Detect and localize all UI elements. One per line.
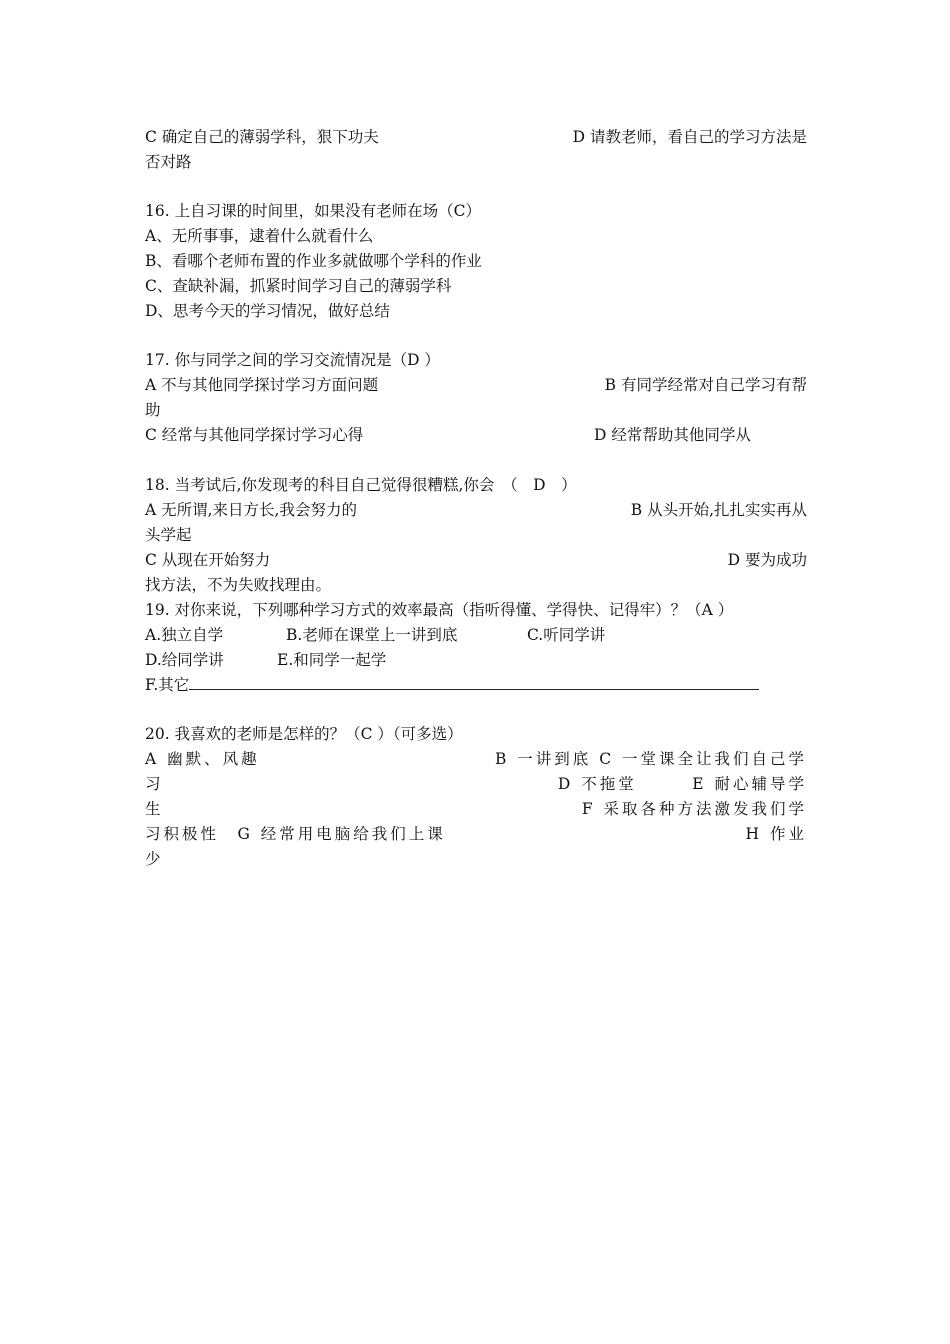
q19-option-c: C.听同学讲	[527, 626, 606, 644]
q16-option-d: D、思考今天的学习情况，做好总结	[145, 302, 390, 320]
q19-option-d: D.给同学讲	[145, 651, 224, 669]
q19-option-e: E.和同学一起学	[277, 651, 387, 669]
q18-option-b-cont: 头学起	[145, 526, 192, 544]
q19-option-a: A.独立自学	[145, 626, 224, 644]
q18-option-a: A 无所谓,来日方长,我会努力的	[145, 501, 357, 519]
q17-option-b: B 有同学经常对自己学习有帮	[604, 376, 807, 394]
q20-option-a: A 幽默、风趣	[145, 750, 260, 768]
q20-option-d-e: D 不拖堂 E 耐心辅导学	[557, 775, 807, 793]
q20-option-h-cont: 少	[145, 850, 161, 868]
q20-option-f-g: 习积极性 G 经常用电脑给我们上课	[145, 825, 446, 843]
q18-option-d: D 要为成功	[727, 551, 807, 569]
q16-question: 16. 上自习课的时间里，如果没有老师在场（C）	[145, 202, 481, 220]
q19-option-b: B.老师在课堂上一讲到底	[286, 626, 458, 644]
q16-option-a: A、无所事事，逮着什么就看什么	[145, 227, 374, 245]
q15-option-c: C 确定自己的薄弱学科，狠下功夫	[145, 128, 379, 146]
q19-question: 19. 对你来说，下列哪种学习方式的效率最高（指听得懂、学得快、记得牢）？（A ）	[145, 601, 734, 619]
q18-question: 18. 当考试后,你发现考的科目自己觉得很糟糕,你会 （ D ）	[145, 476, 577, 494]
q20-option-h: H 作业	[745, 825, 807, 843]
q17-option-b-cont: 助	[145, 401, 161, 419]
q20-question: 20. 我喜欢的老师是怎样的？（C ）（可多选）	[145, 725, 463, 743]
q18-option-b: B 从头开始,扎扎实实再从	[630, 501, 807, 519]
q16-option-b: B、看哪个老师布置的作业多就做哪个学科的作业	[145, 252, 482, 270]
q19-option-f	[145, 675, 759, 695]
q17-option-a: A 不与其他同学探讨学习方面问题	[145, 376, 379, 394]
q20-option-c-cont: 习	[145, 775, 161, 793]
q15-option-d: D 请教老师，看自己的学习方法是	[572, 128, 807, 146]
q17-option-d: D 经常帮助其他同学从	[594, 426, 751, 444]
q20-option-e-cont: 生	[145, 800, 161, 818]
q18-option-d-cont: 找方法，不为失败找理由。	[145, 576, 332, 594]
q19-other-blank-line	[189, 675, 759, 690]
q17-option-c: C 经常与其他同学探讨学习心得	[145, 426, 364, 444]
q16-option-c: C、查缺补漏，抓紧时间学习自己的薄弱学科	[145, 277, 452, 295]
q15-option-d-cont: 否对路	[145, 153, 192, 171]
q20-option-b-c: B 一讲到底 C 一堂课全让我们自己学	[494, 750, 807, 768]
q19-option-f-label: F.其它	[145, 676, 190, 694]
q20-option-f: F 采取各种方法激发我们学	[581, 800, 807, 818]
q17-question: 17. 你与同学之间的学习交流情况是（D ）	[145, 351, 440, 369]
q18-option-c: C 从现在开始努力	[145, 551, 271, 569]
